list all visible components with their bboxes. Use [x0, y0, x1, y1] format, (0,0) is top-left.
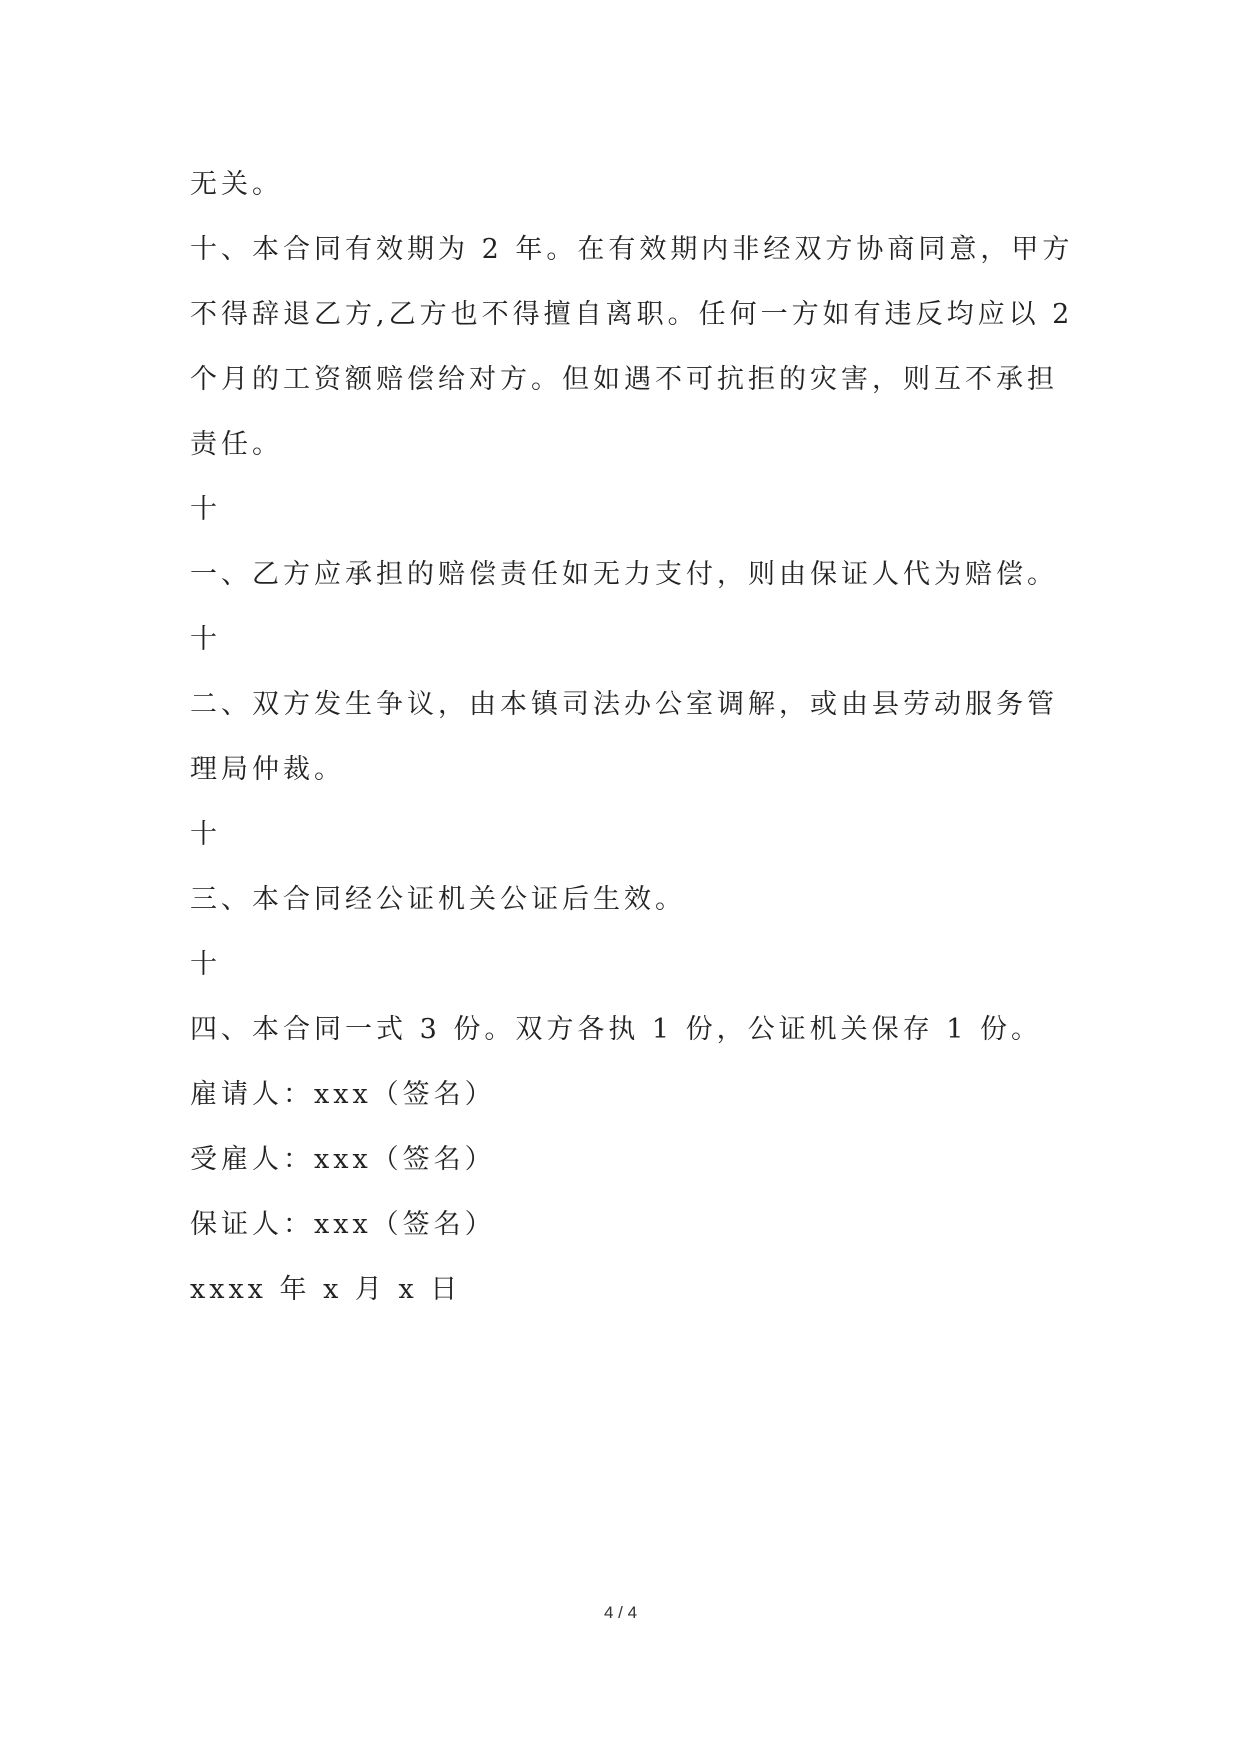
text-line: 个月的工资额赔偿给对方。但如遇不可抗拒的灾害，则互不承担	[190, 364, 1058, 395]
signature-line-guarantor: 保证人：xxx（签名）	[190, 1209, 496, 1240]
text-line: 一、乙方应承担的赔偿责任如无力支付，则由保证人代为赔偿。	[190, 559, 1058, 590]
text-line: 责任。	[190, 429, 283, 460]
text-line: 四、本合同一式 3 份。双方各执 1 份，公证机关保存 1 份。	[190, 1014, 1043, 1045]
signature-line-employer: 雇请人：xxx（签名）	[190, 1079, 496, 1110]
text-line: 理局仲裁。	[190, 754, 345, 785]
text-line: 十	[190, 624, 221, 655]
text-line: 二、双方发生争议，由本镇司法办公室调解，或由县劳动服务管	[190, 689, 1058, 720]
text-line: 十	[190, 819, 221, 850]
text-line: 十	[190, 494, 221, 525]
signature-line-employee: 受雇人：xxx（签名）	[190, 1144, 496, 1175]
text-line: 不得辞退乙方,乙方也不得擅自离职。任何一方如有违反均应以 2	[190, 299, 1074, 330]
text-line: 无关。	[190, 169, 283, 200]
date-line: xxxx 年 x 月 x 日	[190, 1274, 462, 1305]
document-body	[190, 152, 1074, 1322]
text-line: 三、本合同经公证机关公证后生效。	[190, 884, 686, 915]
page-number: 4 / 4	[603, 1603, 638, 1622]
text-line: 十、本合同有效期为 2 年。在有效期内非经双方协商同意，甲方	[190, 234, 1074, 265]
text-line: 十	[190, 949, 221, 980]
